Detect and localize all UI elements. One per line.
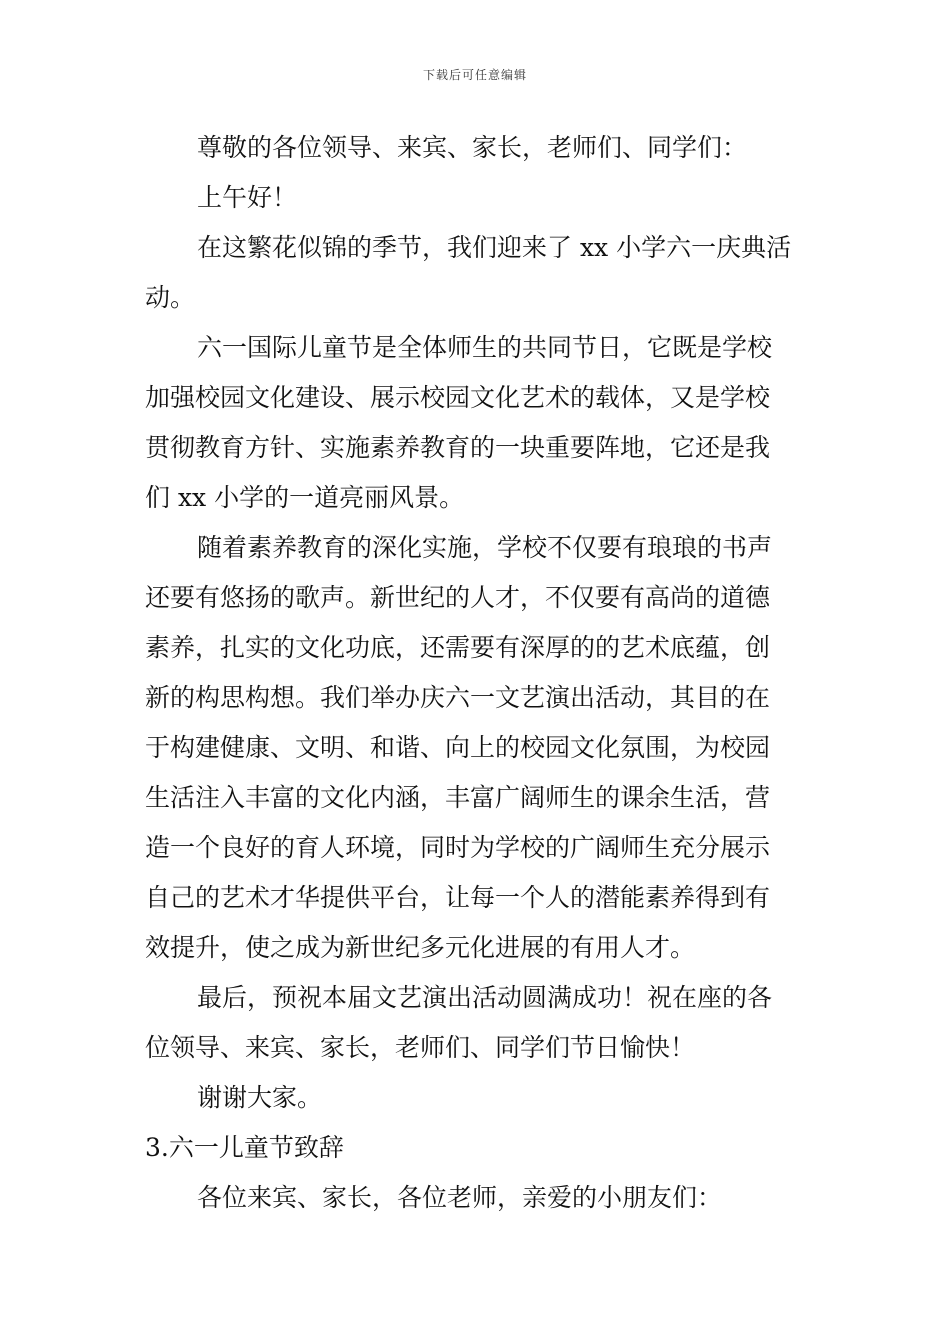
text-line: 于构建健康、文明、和谐、向上的校园文化氛围，为校园 bbox=[145, 733, 771, 762]
document-body bbox=[145, 123, 810, 1223]
text-line: 造一个良好的育人环境，同时为学校的广阔师生充分展示 bbox=[145, 833, 771, 862]
paragraph bbox=[145, 1073, 810, 1123]
text-line: 随着素养教育的深化实施，学校不仅要有琅琅的书声 bbox=[197, 533, 773, 562]
text-line: 效提升，使之成为新世纪多元化进展的有用人才。 bbox=[145, 933, 696, 962]
paragraph bbox=[145, 1173, 810, 1223]
text-line: 各位来宾、家长，各位老师，亲爱的小朋友们： bbox=[197, 1183, 723, 1212]
text-line: 尊敬的各位领导、来宾、家长，老师们、同学们： bbox=[197, 133, 748, 162]
text-line: 素养，扎实的文化功底，还需要有深厚的的艺术底蕴，创 bbox=[145, 633, 771, 662]
paragraph bbox=[145, 523, 810, 973]
text-line: 贯彻教育方针、实施素养教育的一块重要阵地，它还是我 bbox=[145, 433, 771, 462]
text-line: 们 xx 小学的一道亮丽风景。 bbox=[145, 483, 465, 512]
paragraph bbox=[145, 223, 810, 323]
paragraph bbox=[145, 973, 810, 1073]
paragraph bbox=[145, 173, 810, 223]
text-line: 加强校园文化建设、展示校园文化艺术的载体，又是学校 bbox=[145, 383, 771, 412]
header-note: 下载后可任意编辑 bbox=[422, 68, 527, 82]
text-line: 3.六一儿童节致辞 bbox=[145, 1133, 344, 1162]
paragraph bbox=[145, 323, 810, 523]
text-line: 自己的艺术才华提供平台，让每一个人的潜能素养得到有 bbox=[145, 883, 771, 912]
text-line: 动。 bbox=[145, 283, 196, 312]
text-line: 位领导、来宾、家长，老师们、同学们节日愉快！ bbox=[145, 1033, 696, 1062]
section-heading bbox=[145, 1123, 810, 1173]
text-line: 谢谢大家。 bbox=[197, 1083, 323, 1112]
text-line: 上午好！ bbox=[197, 183, 298, 212]
text-line: 生活注入丰富的文化内涵，丰富广阔师生的课余生活，营 bbox=[145, 783, 771, 812]
text-line: 新的构思构想。我们举办庆六一文艺演出活动，其目的在 bbox=[145, 683, 771, 712]
text-line: 还要有悠扬的歌声。新世纪的人才，不仅要有高尚的道德 bbox=[145, 583, 771, 612]
text-line: 最后，预祝本届文艺演出活动圆满成功！祝在座的各 bbox=[197, 983, 773, 1012]
text-line: 在这繁花似锦的季节，我们迎来了 xx 小学六一庆典活 bbox=[197, 233, 792, 262]
text-line: 六一国际儿童节是全体师生的共同节日，它既是学校 bbox=[197, 333, 773, 362]
paragraph bbox=[145, 123, 810, 173]
